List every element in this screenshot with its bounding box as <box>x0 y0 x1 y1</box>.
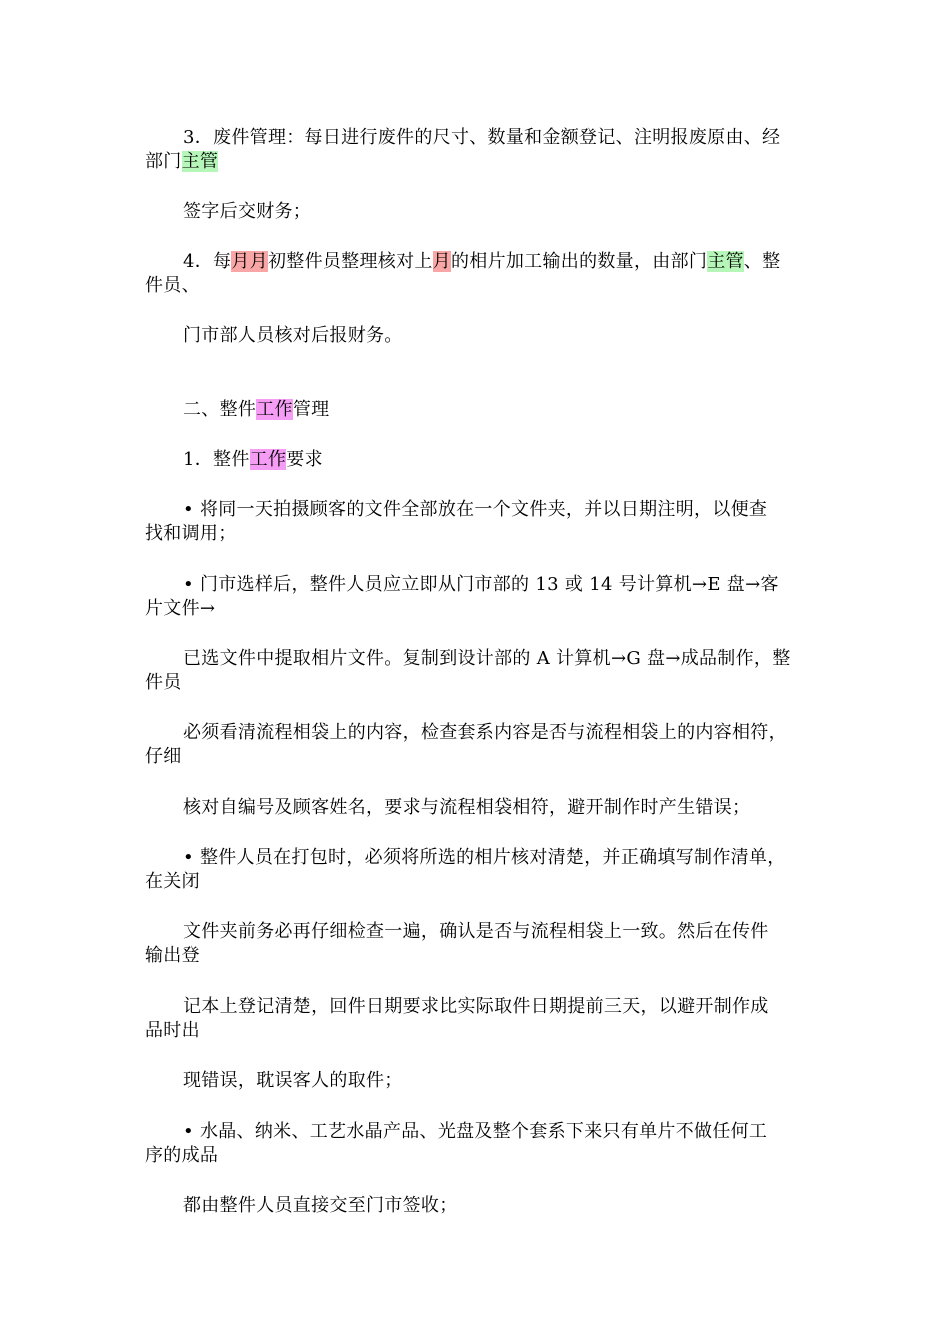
paragraph-line <box>145 150 825 174</box>
text-run: 序的成品 <box>145 1145 219 1166</box>
highlight-pink: 工作 <box>256 399 293 420</box>
highlight-green: 主管 <box>181 151 219 172</box>
bullet-line <box>183 846 863 870</box>
text-run: 的相片加工输出的数量，由部门 <box>450 251 708 272</box>
bullet-line <box>183 796 863 820</box>
subsection-heading <box>183 448 863 472</box>
text-run: • 门市选样后，整件人员应立即从门市部的 13 或 14 号计算机→E 盘→客 <box>183 574 779 595</box>
bullet-line <box>145 522 825 546</box>
text-run: 、整 <box>743 251 781 272</box>
paragraph-line <box>145 274 825 298</box>
text-run: 找和调用； <box>145 523 237 544</box>
bullet-line <box>145 597 825 621</box>
bullet-line <box>145 1144 825 1168</box>
bullet-line <box>183 573 863 597</box>
bullet-line <box>183 1069 863 1093</box>
bullet-line <box>145 671 825 695</box>
text-run: 品时出 <box>145 1020 200 1041</box>
bullet-line <box>183 920 863 944</box>
highlight-pink: 工作 <box>249 449 287 470</box>
text-run: 4．每 <box>183 251 232 272</box>
text-run: 在关闭 <box>145 871 200 892</box>
text-run: 片文件→ <box>145 598 216 619</box>
text-run: 部门 <box>145 151 182 172</box>
bullet-line <box>145 745 825 769</box>
highlight-green: 主管 <box>707 251 744 272</box>
text-run: 要求 <box>286 449 323 470</box>
text-run: 1．整件 <box>183 449 250 470</box>
text-run: • 水晶、纳米、工艺水晶产品、光盘及整个套系下来只有单片不做任何工 <box>183 1121 768 1142</box>
paragraph-line <box>183 200 863 224</box>
bullet-line <box>183 1194 863 1218</box>
bullet-line <box>183 1120 863 1144</box>
bullet-line <box>145 870 825 894</box>
paragraph-line <box>183 250 863 274</box>
text-run: 门市部人员核对后报财务。 <box>183 325 403 346</box>
bullet-line <box>183 647 863 671</box>
text-run: 仔细 <box>145 746 182 767</box>
text-run: 3．废件管理：每日进行废件的尺寸、数量和金额登记、注明报废原由、经 <box>183 127 781 148</box>
highlight-red: 月 <box>432 251 451 272</box>
bullet-line <box>145 1019 825 1043</box>
bullet-line <box>183 995 863 1019</box>
text-run: 二、整件 <box>183 399 257 420</box>
bullet-line <box>183 498 863 522</box>
text-run: 件员、 <box>145 275 200 296</box>
text-run: 必须看清流程相袋上的内容，检查套系内容是否与流程相袋上的内容相符， <box>183 722 787 743</box>
bullet-line <box>145 944 825 968</box>
text-run: • 整件人员在打包时，必须将所选的相片核对清楚，并正确填写制作清单， <box>183 847 786 868</box>
text-run: 签字后交财务； <box>183 201 312 222</box>
text-run: 现错误，耽误客人的取件； <box>183 1070 403 1091</box>
text-run: 都由整件人员直接交至门市签收； <box>183 1195 458 1216</box>
text-run: 初整件员整理核对上 <box>267 251 433 272</box>
text-run: 文件夹前务必再仔细检查一遍，确认是否与流程相袋上一致。然后在传件 <box>183 921 769 942</box>
text-run: • 将同一天拍摄顾客的文件全部放在一个文件夹，并以日期注明，以便查 <box>183 499 768 520</box>
bullet-line <box>183 721 863 745</box>
paragraph-line <box>183 324 863 348</box>
text-run: 核对自编号及顾客姓名，要求与流程相袋相符，避开制作时产生错误； <box>183 797 751 818</box>
highlight-red: 月月 <box>231 251 268 272</box>
text-run: 件员 <box>145 672 182 693</box>
text-run: 管理 <box>292 399 330 420</box>
text-run: 已选文件中提取相片文件。复制到设计部的 A 计算机→G 盘→成品制作，整 <box>183 648 791 669</box>
paragraph-line <box>183 126 863 150</box>
section-heading <box>183 398 863 422</box>
text-run: 输出登 <box>145 945 200 966</box>
text-run: 记本上登记清楚，回件日期要求比实际取件日期提前三天，以避开制作成 <box>183 996 769 1017</box>
